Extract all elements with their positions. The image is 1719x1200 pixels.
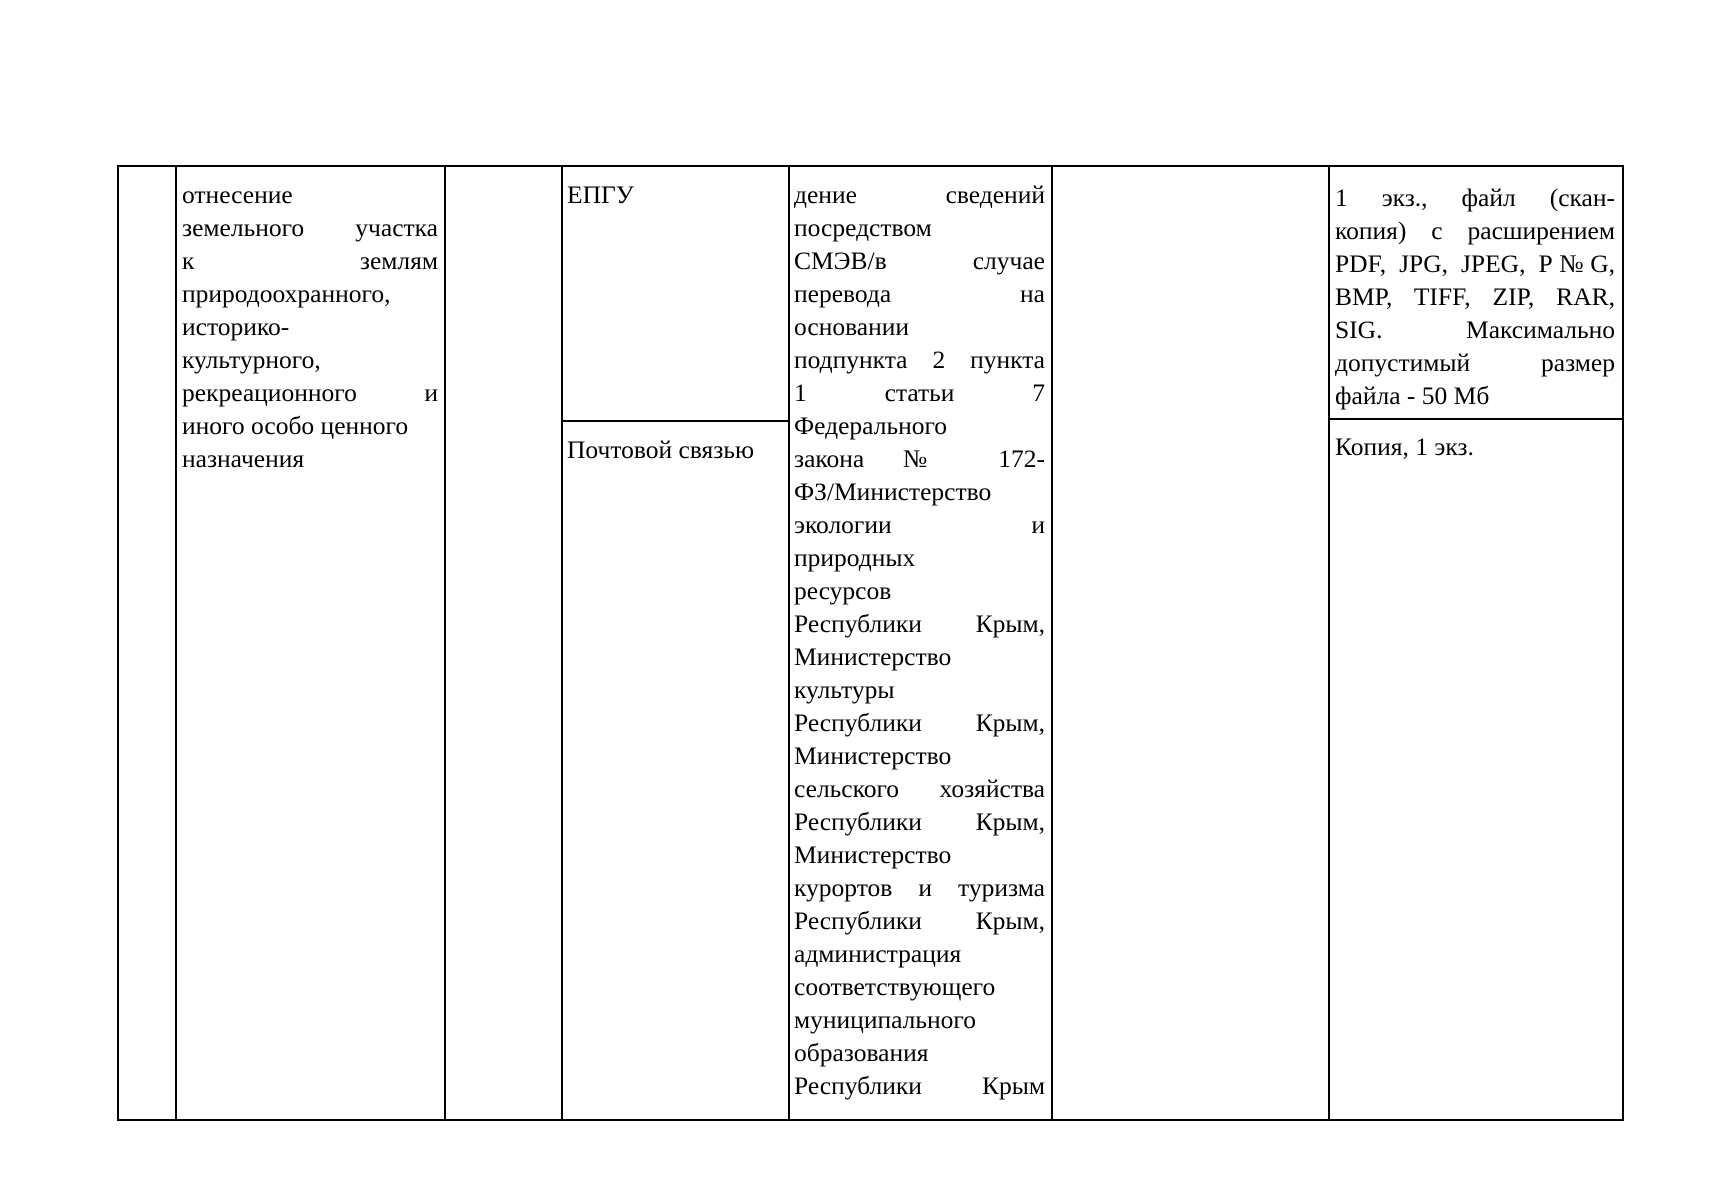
text-line: подпункта 2 пункта: [794, 345, 1045, 374]
authorities-cell: [794, 178, 1045, 1102]
text-line: сельского хозяйства: [794, 774, 1045, 803]
text-line: допустимый размер: [1335, 348, 1615, 377]
text-line: дение сведений: [794, 180, 1045, 209]
text-line: природных: [794, 543, 916, 572]
text-line: образования: [794, 1038, 929, 1067]
text-line: 1 экз., файл (скан-: [1335, 183, 1615, 212]
column-divider-6: [1328, 165, 1330, 1121]
text-line: перевода на: [794, 279, 1045, 308]
text-line: иного особо ценного: [182, 411, 409, 440]
delivery-channel-post: Почтовой связью: [567, 435, 755, 464]
text-line: Республики Крым: [794, 1071, 1045, 1100]
column-divider-4: [788, 165, 790, 1121]
paper-copy-cell: Копия, 1 экз.: [1335, 432, 1474, 461]
column-divider-5: [1051, 165, 1053, 1121]
text-line: 1 статьи 7: [794, 378, 1045, 407]
text-line: BMP, TIFF, ZIP, RAR,: [1335, 282, 1615, 311]
text-line: СМЭВ/в случае: [794, 246, 1045, 275]
text-line: копия) с расширением: [1335, 216, 1615, 245]
text-line: земельного участка: [182, 213, 438, 242]
text-line: Министерство: [794, 741, 952, 770]
table-left-border: [117, 165, 119, 1121]
table-top-border: [117, 165, 1624, 167]
text-line: к землям: [182, 246, 438, 275]
document-description-cell: [182, 178, 438, 475]
text-line: SIG. Максимально: [1335, 315, 1615, 344]
text-line: назначения: [182, 444, 305, 473]
text-line: рекреационного и: [182, 378, 438, 407]
delivery-channel-epgu: ЕПГУ: [567, 180, 634, 209]
text-line: экологии и: [794, 510, 1045, 539]
column-divider-3: [561, 165, 563, 1121]
row-divider-delivery: [561, 420, 790, 422]
text-line: отнесение: [182, 180, 293, 209]
text-line: Республики Крым,: [794, 906, 1045, 935]
text-line: Министерство: [794, 840, 952, 869]
text-line: Республики Крым,: [794, 807, 1045, 836]
table-bottom-border: [117, 1119, 1624, 1121]
text-line: историко-: [182, 312, 290, 341]
text-line: курортов и туризма: [794, 873, 1045, 902]
column-divider-1: [175, 165, 177, 1121]
text-line: PDF, JPG, JPEG, P№G,: [1335, 249, 1615, 278]
row-divider-format: [1328, 418, 1624, 420]
text-line: соответствующего: [794, 972, 996, 1001]
file-format-cell: [1335, 181, 1615, 412]
text-line: файла - 50 Мб: [1335, 381, 1490, 410]
table-right-border: [1622, 165, 1624, 1121]
text-line: администрация: [794, 939, 962, 968]
text-line: Республики Крым,: [794, 708, 1045, 737]
text-line: основании: [794, 312, 910, 341]
text-line: посредством: [794, 213, 932, 242]
text-line: культуры: [794, 675, 895, 704]
text-line: Федерального: [794, 411, 948, 440]
text-line: ресурсов: [794, 576, 892, 605]
text-line: Республики Крым,: [794, 609, 1045, 638]
text-line: культурного,: [182, 345, 321, 374]
column-divider-2: [444, 165, 446, 1121]
text-line: природоохранного,: [182, 279, 391, 308]
text-line: ФЗ/Министерство: [794, 477, 992, 506]
text-line: Министерство: [794, 642, 952, 671]
text-line: муниципального: [794, 1005, 976, 1034]
text-line: закона № 172-: [794, 444, 1045, 473]
